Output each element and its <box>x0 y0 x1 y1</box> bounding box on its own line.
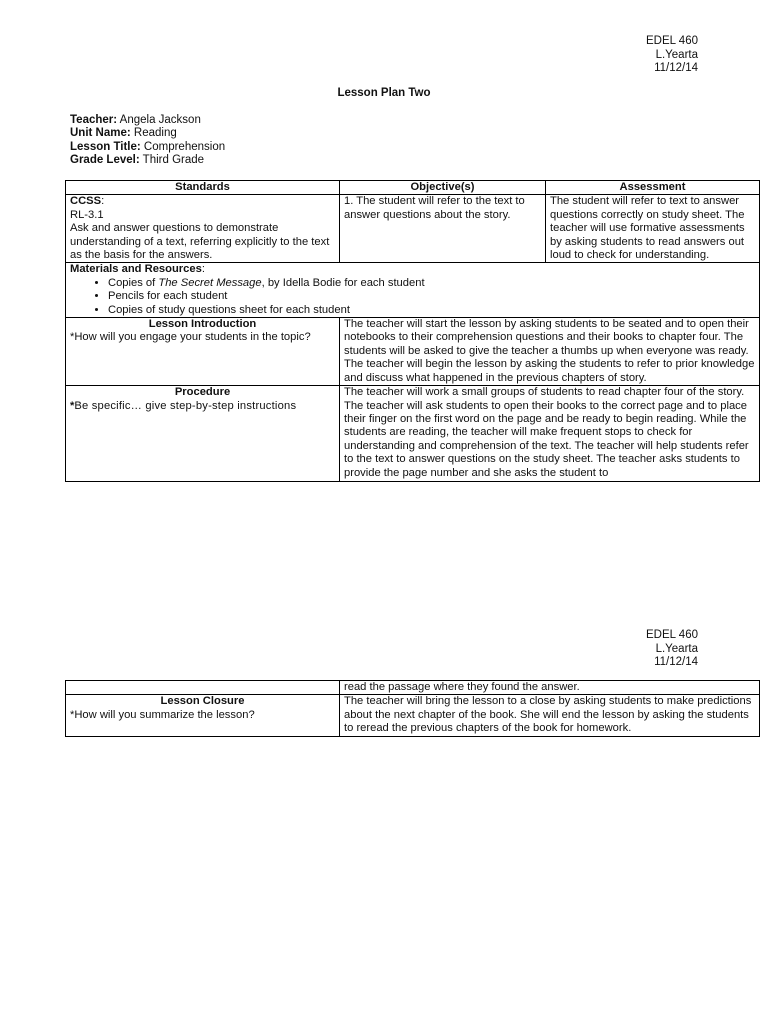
materials-colon: : <box>201 263 205 276</box>
standards-row <box>66 195 760 263</box>
ccss-colon: : <box>101 195 105 208</box>
lesson-title-label: Lesson Title: <box>70 140 141 153</box>
procedure-label: Procedure <box>174 386 231 399</box>
closure-row <box>66 695 760 736</box>
table-header-row <box>66 181 760 195</box>
materials-list <box>70 277 755 317</box>
author-name: L.Yearta <box>655 48 698 61</box>
introduction-label: Lesson Introduction <box>148 318 257 331</box>
grade-label: Grade Level: <box>70 153 140 166</box>
header-date: 11/12/14 <box>654 656 698 669</box>
list-item: • Copies of The Secret Message, by Idella Bodie for each student <box>108 277 755 290</box>
page-header-2 <box>600 629 698 670</box>
closure-label: Lesson Closure <box>160 695 245 708</box>
materials-label: Materials and Resources <box>70 263 202 276</box>
procedure-continued-row <box>66 681 760 695</box>
lesson-plan-table-continued <box>65 680 760 737</box>
unit-name: Reading <box>133 127 177 140</box>
standards-header: Standards <box>66 181 340 195</box>
standard-code: RL-3.1 <box>70 208 104 221</box>
lesson-title-line <box>70 141 225 154</box>
grade-line <box>70 154 225 167</box>
procedure-text-cell <box>340 386 760 482</box>
materials-cell <box>66 263 760 318</box>
ccss-label: CCSS <box>70 195 102 208</box>
introduction-label-cell <box>66 318 340 386</box>
document-title: Lesson Plan Two <box>337 87 431 99</box>
lesson-plan-table <box>65 180 760 482</box>
introduction-row <box>66 318 760 386</box>
list-item: • Pencils for each student <box>108 290 755 303</box>
introduction-prompt: *How will you engage your students in the topic? <box>70 331 311 344</box>
teacher-line <box>70 114 225 127</box>
lesson-meta <box>70 114 225 167</box>
unit-line <box>70 127 225 140</box>
closure-prompt: *How will you summarize the lesson? <box>70 708 255 721</box>
teacher-label: Teacher: <box>70 114 118 126</box>
assessment-header: Assessment <box>546 181 760 195</box>
introduction-text: The teacher will start the lesson by asking students to be seated and to open their notebooks to their comprehension questions and their books to chapter four. The students will be asked to give the teacher a thumbs up when everyone was ready. The teacher will begin the lesson by asking the students to refer to prior knowledge and discuss what happened in the previous chapters of story. <box>340 318 760 386</box>
standard-text: Ask and answer questions to demonstrate understanding of a text, referring explicitly to the text as the basis for the answers. <box>70 222 330 262</box>
procedure-label-cell <box>66 386 340 482</box>
standards-cell <box>66 195 340 263</box>
objective-cell: 1. The student will refer to the text to answer questions about the story. <box>340 195 546 263</box>
materials-row <box>66 263 760 318</box>
procedure-prompt: Be specific… give step-by-step instructions <box>74 399 297 412</box>
assessment-cell: The student will refer to text to answer questions correctly on study sheet. The teacher will use formative assessments by asking students to read answers out loud to check for understanding. <box>546 195 760 263</box>
list-item: • Copies of study questions sheet for each student <box>108 304 755 317</box>
author-name: L.Yearta <box>655 642 698 655</box>
book-title: The Secret Message <box>158 276 262 289</box>
empty-cell <box>66 681 340 695</box>
unit-label: Unit Name: <box>70 127 131 140</box>
course-code: EDEL 460 <box>646 629 698 641</box>
procedure-star: * <box>70 399 75 412</box>
closure-text: The teacher will bring the lesson to a close by asking students to make predictions about the next chapter of the book. She will end the lesson by asking the students to reread the previous chapters of the book for homework. <box>340 695 760 736</box>
page-header <box>600 35 698 76</box>
objectives-header: Objective(s) <box>340 181 546 195</box>
header-date: 11/12/14 <box>654 62 698 75</box>
teacher-name: Angela Jackson <box>119 114 201 126</box>
lesson-title: Comprehension <box>143 140 226 153</box>
procedure-continued-text: read the passage where they found the answer. <box>340 681 760 695</box>
course-code: EDEL 460 <box>646 35 698 47</box>
closure-label-cell <box>66 695 340 736</box>
grade-level: Third Grade <box>142 153 205 166</box>
procedure-text: The teacher will work a small groups of students to read chapter four of the story. The teacher will ask students to open their books to the correct page and to place their finger on the first word on the page and be ready to begin reading. While the students are reading, the teacher will make frequent stops to check for understanding and comprehension of the text. The teacher will help students refer to the text to answer questions on the study sheet. The teacher asks students to provide the page number and she asks the student to <box>344 386 749 479</box>
procedure-row <box>66 386 760 482</box>
